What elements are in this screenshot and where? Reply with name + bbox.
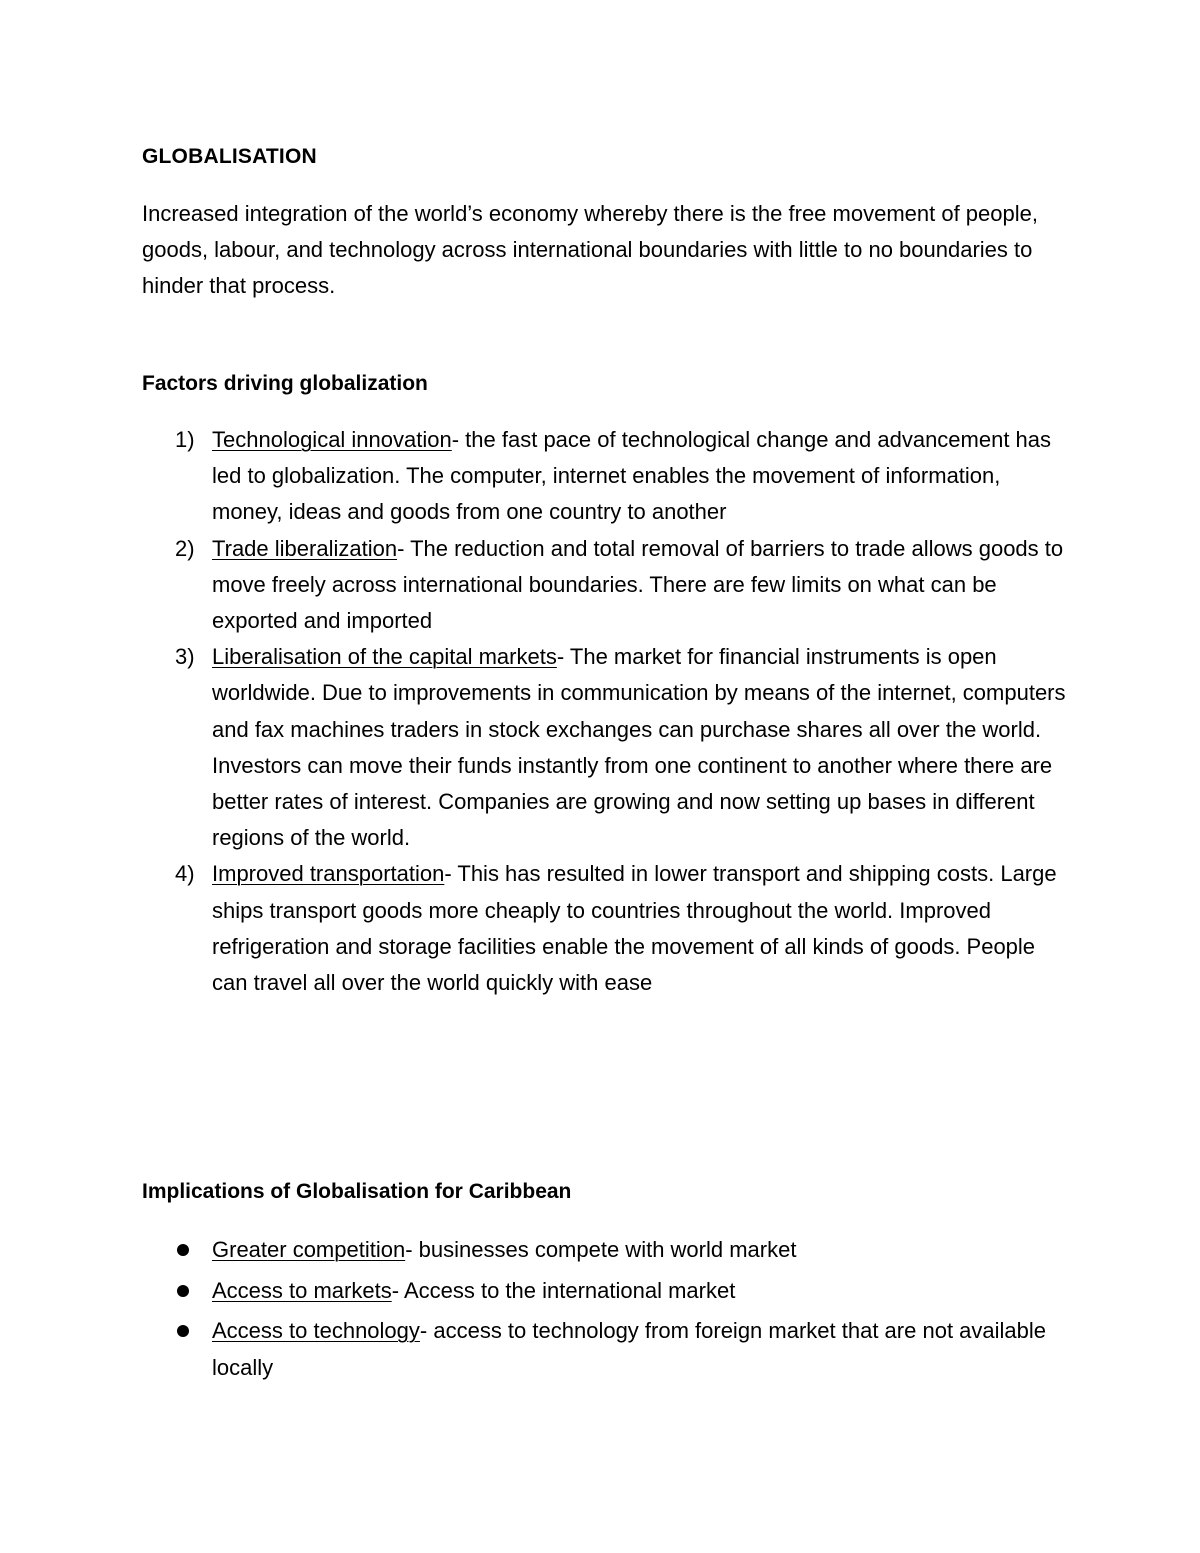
- factor-item-2: [142, 531, 1072, 640]
- document-title: GLOBALISATION: [142, 145, 317, 168]
- factor-term: Improved transportation: [212, 861, 445, 887]
- factor-item-4: [142, 856, 1072, 1001]
- implications-list: [142, 1232, 1072, 1390]
- implication-text: - businesses compete with world market: [405, 1237, 797, 1262]
- factor-text: - the fast pace of technological change and advancement has led to globalization. The computer, internet enables the movement of information, money, ideas and goods from one country to another: [212, 427, 1052, 525]
- factor-number: 4): [175, 861, 195, 887]
- factor-text: - The reduction and total removal of barriers to trade allows goods to move freely across international boundaries. There are few limits on what can be exported and imported: [212, 535, 1064, 634]
- factor-text: - The market for financial instruments is open worldwide. Due to improvements in communication by means of the internet, computers and fax machines traders in stock exchanges can purchase shares all over the world. Investors can move their funds instantly from one continent to another where there are better rates of interest. Companies are growing and now setting up bases in different regions of the world.: [212, 644, 1066, 851]
- implication-term: Access to technology: [212, 1318, 420, 1343]
- factor-number: 2): [175, 535, 195, 561]
- definition-paragraph: Increased integration of the world’s economy whereby there is the free movement of people, goods, labour, and technology across international boundaries with little to no boundaries to hinder that process.: [142, 201, 1038, 298]
- implication-item-2: [142, 1273, 1072, 1310]
- factors-heading: Factors driving globalization: [142, 372, 428, 395]
- factor-term: Liberalisation of the capital markets: [212, 644, 557, 670]
- factor-text: - This has resulted in lower transport and shipping costs. Large ships transport goods more cheaply to countries throughout the world. Improved refrigeration and storage facilities enable the movement of all kinds of goods. People can travel all over the world quickly with ease: [212, 861, 1057, 996]
- bullet-icon: [177, 1244, 189, 1256]
- factor-number: 1): [175, 427, 195, 452]
- implication-item-3: [142, 1313, 1072, 1386]
- bullet-icon: [177, 1325, 189, 1337]
- factors-list: [142, 422, 1072, 1001]
- factor-item-1: [142, 422, 1072, 531]
- implication-text: - Access to the international market: [391, 1277, 736, 1303]
- implication-text: - access to technology from foreign market that are not available locally: [212, 1318, 1047, 1380]
- implication-term: Access to markets: [212, 1277, 392, 1303]
- factor-number: 3): [175, 644, 195, 670]
- implication-item-1: [142, 1232, 1072, 1269]
- factor-term: Trade liberalization: [212, 535, 398, 561]
- bullet-icon: [177, 1285, 189, 1297]
- implication-term: Greater competition: [212, 1237, 406, 1262]
- factor-item-3: [142, 639, 1072, 856]
- factor-term: Technological innovation: [212, 427, 452, 452]
- implications-heading: Implications of Globalisation for Caribbean: [142, 1180, 572, 1203]
